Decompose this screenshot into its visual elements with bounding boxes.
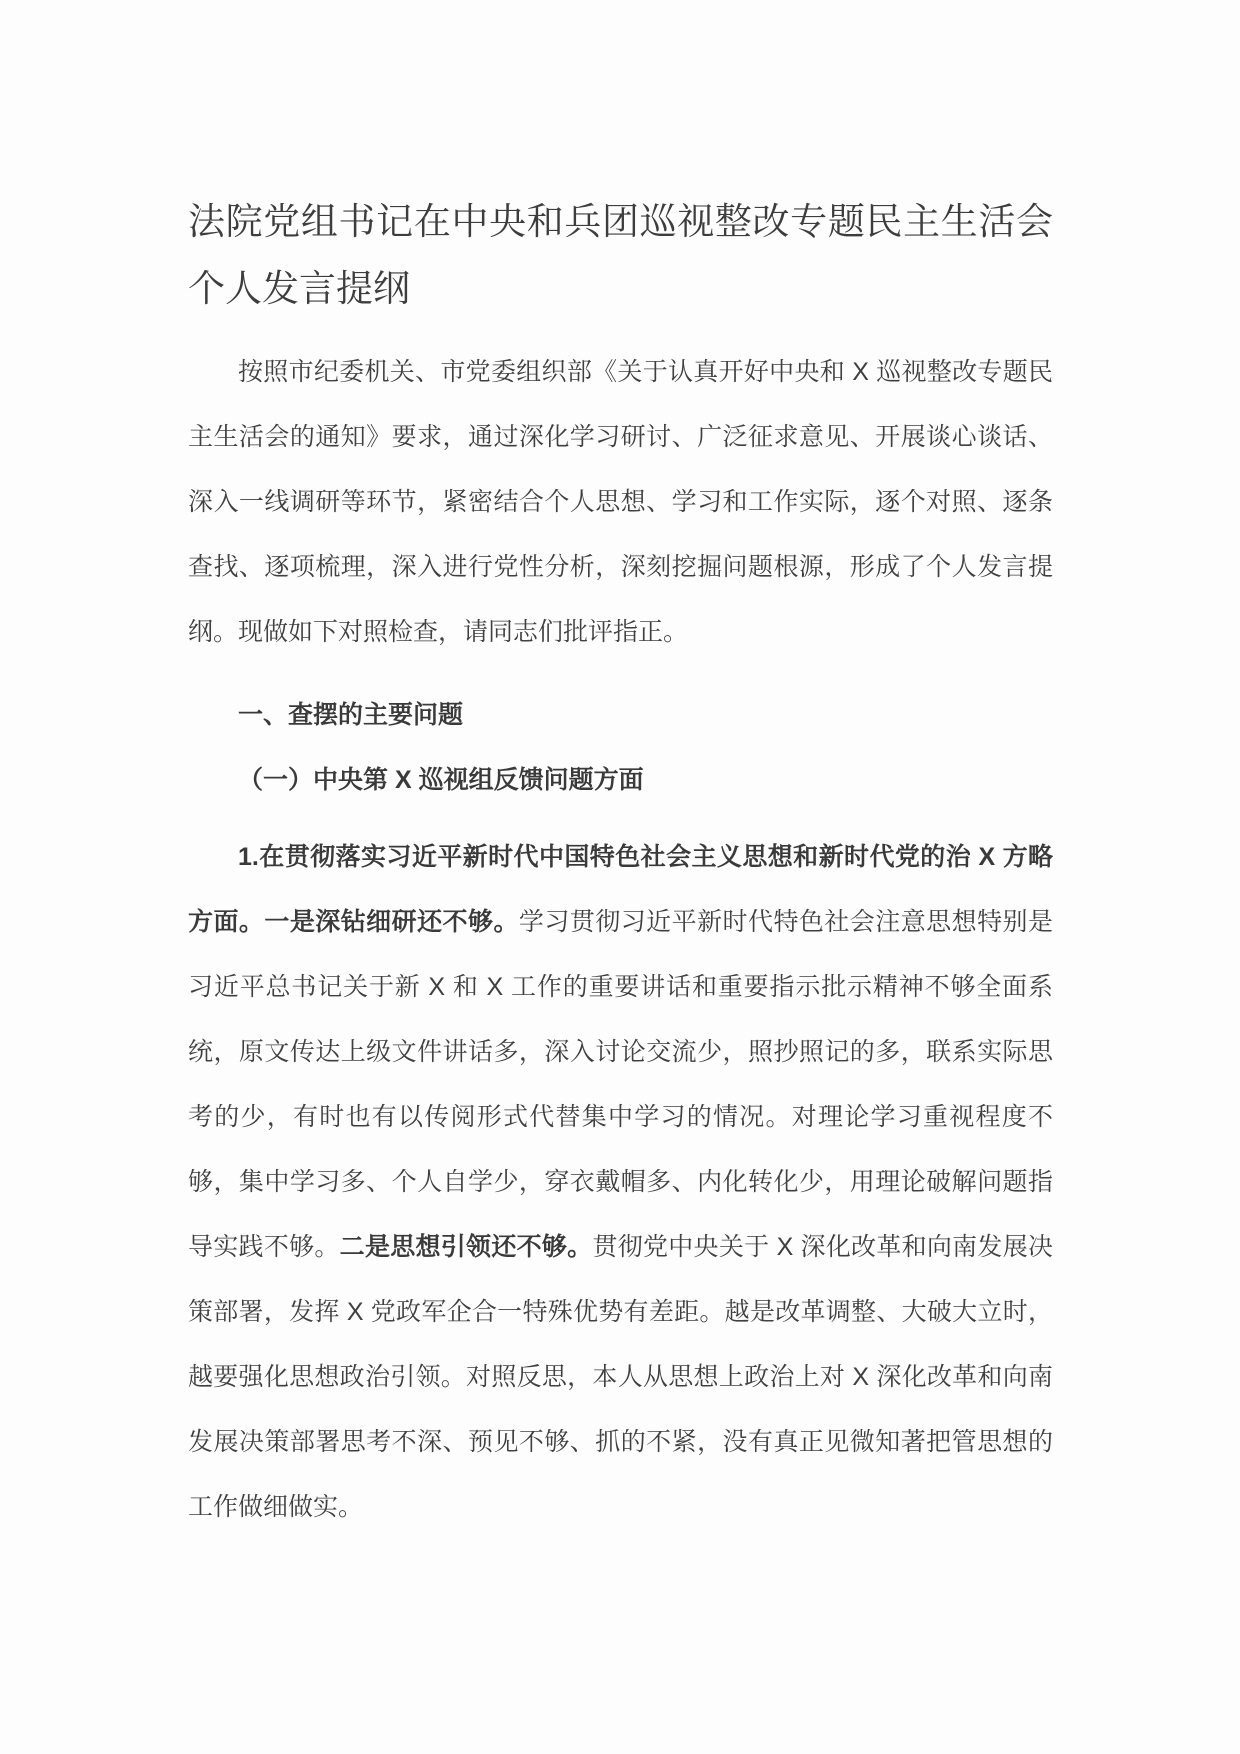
- section-heading-main-problems: [188, 683, 1053, 748]
- text-run: 学习贯彻习近平新时代特色社会注意思想特别是习近平总书记关于新 X 和 X 工作的重要讲话和重要指示批示精神不够全面系统，原文传达上级文件讲话多，深入讨论交流少，照抄照记的多，联系实际思考的少，有时也有以传阅形式代替集中学习的情况。对理论学习重视程度不够，集中学习多、个人自学少，穿衣戴帽多、内化转化少，用理论破解问题指导实践不够。: [188, 908, 1053, 1261]
- bold-text-run: 二是思想引领还不够。: [339, 1233, 593, 1261]
- subsection-heading-inspection-feedback: [188, 748, 1053, 813]
- intro-paragraph: [188, 340, 1053, 665]
- bold-text-run: （一）中央第 X 巡视组反馈问题方面: [238, 766, 644, 794]
- bold-text-run: 1.在贯彻落实习近平新时代中国特色社会主义思想和新时代党的治 X 方略方面。一是深钻细研还不够。: [188, 843, 1053, 936]
- text-run: 按照市纪委机关、市党委组织部《关于认真开好中央和 X 巡视整改专题民主生活会的通知》要求，通过深化学习研讨、广泛征求意见、开展谈心谈话、深入一线调研等环节，紧密结合个人思想、学习和工作实际，逐个对照、逐条查找、逐项梳理，深入进行党性分析，深刻挖掘问题根源，形成了个人发言提纲。现做如下对照检查，请同志们批评指正。: [188, 358, 1053, 646]
- document-body: [188, 340, 1053, 1540]
- item-1-paragraph: [188, 825, 1053, 1540]
- bold-text-run: 一、查摆的主要问题: [238, 701, 464, 729]
- document-title: 法院党组书记在中央和兵团巡视整改专题民主生活会个人发言提纲: [188, 201, 1053, 309]
- text-run: 贯彻党中央关于 X 深化改革和向南发展决策部署，发挥 X 党政军企合一特殊优势有差距。越是改革调整、大破大立时，越要强化思想政治引领。对照反思，本人从思想上政治上对 X 深化改革和向南发展决策部署思考不深、预见不够、抓的不紧，没有真正见微知著把管思想的工作做细做实。: [188, 1233, 1053, 1521]
